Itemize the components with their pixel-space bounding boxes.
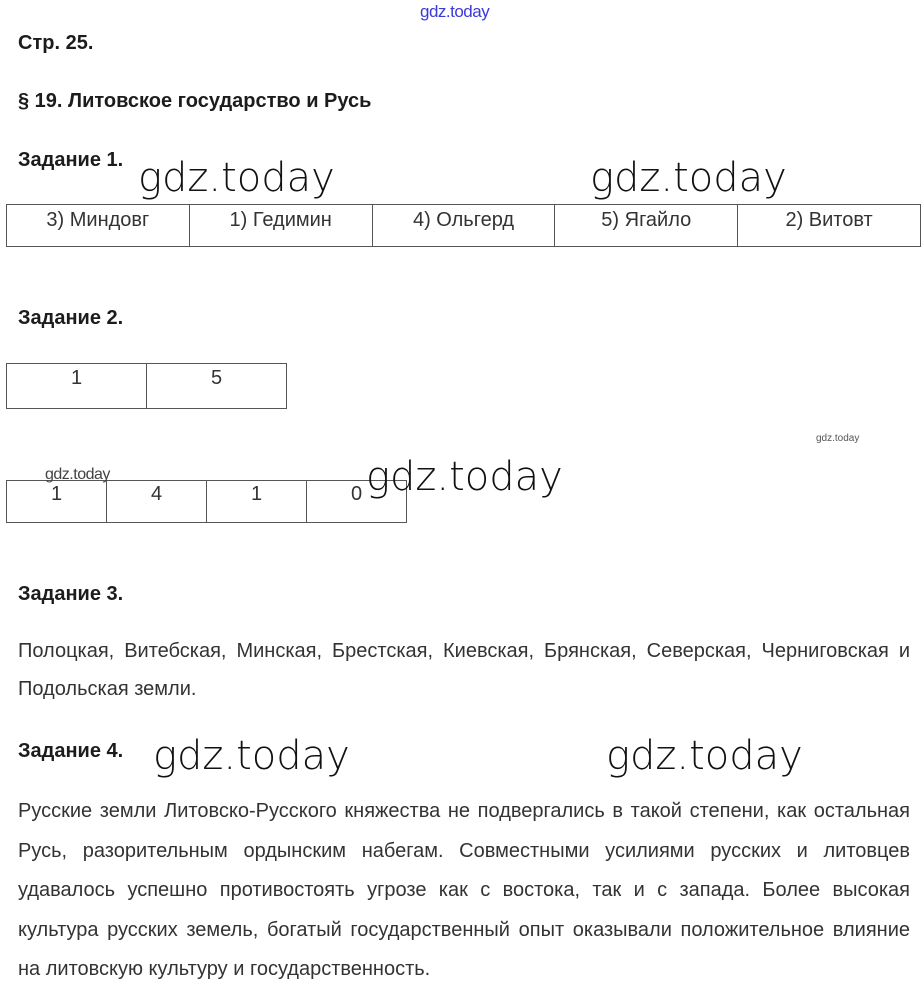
section-title: § 19. Литовское государство и Русь [18,90,372,112]
watermark-tiny: gdz.today [816,433,860,444]
table-cell: 4 [107,481,207,523]
table-cell: 4) Ольгерд [372,205,555,247]
page-number: Стр. 25. [18,32,94,54]
task1-table [6,204,921,247]
watermark-task4-right: gdz.today [606,733,803,779]
table-cell: 1) Гедимин [189,205,372,247]
watermark-task1-right: gdz.today [590,155,787,201]
task3-text: Полоцкая, Витебская, Минская, Брестская, Киевская, Брянская, Северская, Черниговская и Подольская земли. [18,640,910,700]
table-cell: 5 [147,364,287,409]
table-row [7,481,407,523]
table-row [7,364,287,409]
table-cell: 1 [7,364,147,409]
watermark-top: gdz.today [420,2,490,21]
watermark-task4-left: gdz.today [153,733,350,779]
table-cell: 5) Ягайло [555,205,738,247]
table-cell: 0 [307,481,407,523]
table-cell: 1 [7,481,107,523]
table-cell: 1 [207,481,307,523]
task2-title: Задание 2. [18,307,124,329]
watermark-small: gdz.today [45,466,110,483]
table-cell: 2) Витовт [738,205,921,247]
task2-table-1 [6,363,287,409]
table-row [7,205,921,247]
task4-title: Задание 4. [18,740,124,762]
table-cell: 3) Миндовг [7,205,190,247]
task3-title: Задание 3. [18,583,124,605]
task4-text: Русские земли Литовско-Русского княжества не подвергались в такой степени, как остальная Русь, разорительным ордынским набегам. Совместными усилиями русских и литовцев удавалось успешно противостоять угрозе как с востока, так и с запада. Более высокая культура русских земель, богатый государственный опыт оказывали положительное влияние на литовскую культуру и государственность. [18,800,910,980]
task1-title: Задание 1. [18,149,124,171]
watermark-task1-left: gdz.today [138,155,335,201]
watermark-task2: gdz.today [366,454,563,500]
task2-table-2 [6,480,407,523]
